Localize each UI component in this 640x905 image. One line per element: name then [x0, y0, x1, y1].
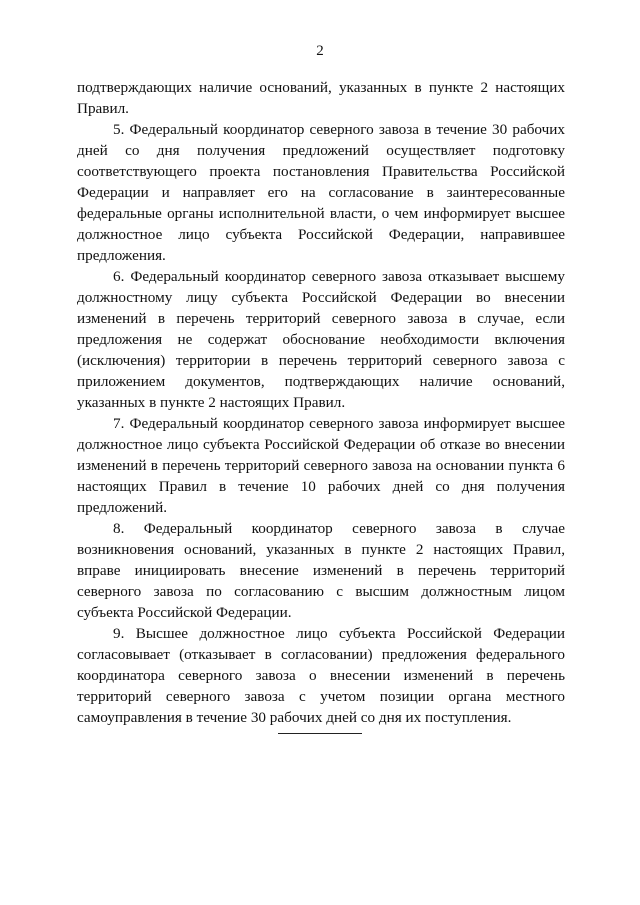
page-number: 2: [316, 43, 324, 59]
end-separator-line: [278, 733, 362, 734]
paragraph-item-6: 6. Федеральный координатор северного завоза отказывает высшему должностному лицу субъекта Российской Федерации во внесении изменений в перечень территорий северного завоза в случае, если предложения не содержат обоснование необходимости включения (исключения) территории в перечень территорий северного завоза с приложением документов, подтверждающих наличие оснований, указанных в пункте 2 настоящих Правил.: [77, 268, 565, 411]
paragraph-item-9: 9. Высшее должностное лицо субъекта Российской Федерации согласовывает (отказывает в согласовании) предложения федерального координатора северного завоза о внесении изменений в перечень территорий северного завоза с учетом позиции органа местного самоуправления в течение 30 рабочих дней со дня их поступления.: [77, 625, 565, 726]
paragraph-item-7: 7. Федеральный координатор северного завоза информирует высшее должностное лицо субъекта Российской Федерации об отказе во внесении изменений в перечень территорий северного завоза на основании пункта 6 настоящих Правил в течение 10 рабочих дней со дня получения предложений.: [77, 415, 565, 516]
paragraph-item-8: 8. Федеральный координатор северного завоза в случае возникновения оснований, указанных в пункте 2 настоящих Правил, вправе инициировать внесение изменений в перечень территорий северного завоза по согласованию с высшим должностным лицом субъекта Российской Федерации.: [77, 520, 565, 621]
paragraph-item-5: 5. Федеральный координатор северного завоза в течение 30 рабочих дней со дня получения предложений осуществляет подготовку соответствующего проекта постановления Правительства Российской Федерации и направляет его на согласование в заинтересованные федеральные органы исполнительной власти, о чем информирует высшее должностное лицо субъекта Российской Федерации, направившее предложения.: [77, 121, 565, 264]
document-body: [77, 77, 565, 728]
paragraph-continuation: подтверждающих наличие оснований, указанных в пункте 2 настоящих Правил.: [77, 79, 565, 117]
